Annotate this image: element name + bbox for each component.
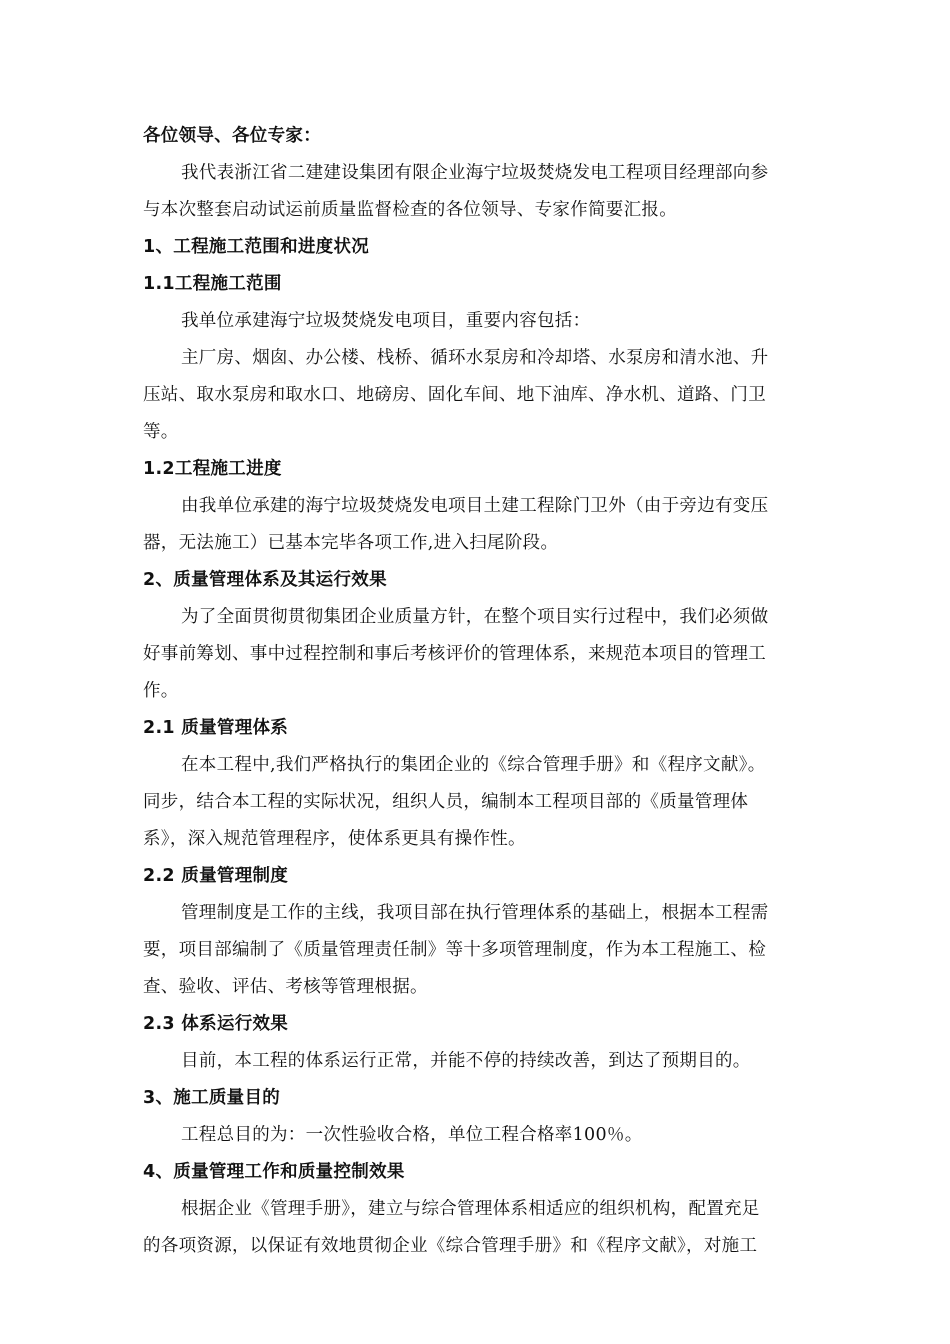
paragraph-line: 要，项目部编制了《质量管理责任制》等十多项管理制度，作为本工程施工、检: [143, 940, 766, 960]
paragraph-line: 好事前筹划、事中过程控制和事后考核评价的管理体系，来规范本项目的管理工: [143, 644, 766, 664]
paragraph-line: 系》，深入规范管理程序，使体系更具有操作性。: [143, 829, 526, 849]
section-heading: 1.2工程施工进度: [143, 459, 282, 479]
paragraph-line: 在本工程中,我们严格执行的集团企业的《综合管理手册》和《程序文献》。: [181, 755, 766, 775]
section-heading: 各位领导、各位专家：: [143, 126, 321, 146]
paragraph-line: 我代表浙江省二建建设集团有限企业海宁垃圾焚烧发电工程项目经理部向参: [181, 163, 769, 183]
section-heading: 4、质量管理工作和质量控制效果: [143, 1162, 405, 1182]
paragraph-line: 管理制度是工作的主线，我项目部在执行管理体系的基础上，根据本工程需: [181, 903, 769, 923]
paragraph-line: 我单位承建海宁垃圾焚烧发电项目，重要内容包括：: [181, 311, 591, 331]
paragraph-line: 的各项资源，以保证有效地贯彻企业《综合管理手册》和《程序文献》，对施工: [143, 1236, 758, 1256]
paragraph-line: 同步，结合本工程的实际状况，组织人员，编制本工程项目部的《质量管理体: [143, 792, 749, 812]
paragraph-line: 作。: [143, 681, 179, 701]
section-heading: 2.2 质量管理制度: [143, 866, 289, 886]
paragraph-line: 与本次整套启动试运前质量监督检查的各位领导、专家作简要汇报。: [143, 200, 677, 220]
section-heading: 2、质量管理体系及其运行效果: [143, 570, 387, 590]
document-body: [143, 118, 833, 1265]
section-heading: 3、施工质量目的: [143, 1088, 281, 1108]
paragraph-line: 主厂房、烟囱、办公楼、栈桥、循环水泵房和冷却塔、水泵房和清水池、升: [181, 348, 769, 368]
paragraph-line: 由我单位承建的海宁垃圾焚烧发电项目土建工程除门卫外（由于旁边有变压: [181, 496, 769, 516]
section-heading: 1、工程施工范围和进度状况: [143, 237, 370, 257]
paragraph-line: 压站、取水泵房和取水口、地磅房、固化车间、地下油库、净水机、道路、门卫: [143, 385, 766, 405]
paragraph-line: 目前，本工程的体系运行正常，并能不停的持续改善，到达了预期目的。: [181, 1051, 751, 1071]
paragraph-line: 等。: [143, 422, 179, 442]
paragraph-line: 查、验收、评估、考核等管理根据。: [143, 977, 428, 997]
paragraph-line: 工程总目的为：一次性验收合格，单位工程合格率100％。: [181, 1125, 643, 1145]
section-heading: 2.1 质量管理体系: [143, 718, 289, 738]
paragraph-line: 根据企业《管理手册》，建立与综合管理体系相适应的组织机构，配置充足: [181, 1199, 760, 1219]
section-heading: 1.1工程施工范围: [143, 274, 282, 294]
section-heading: 2.3 体系运行效果: [143, 1014, 289, 1034]
paragraph-line: 器，无法施工）已基本完毕各项工作,进入扫尾阶段。: [143, 533, 559, 553]
paragraph-line: 为了全面贯彻贯彻集团企业质量方针，在整个项目实行过程中，我们必须做: [181, 607, 769, 627]
